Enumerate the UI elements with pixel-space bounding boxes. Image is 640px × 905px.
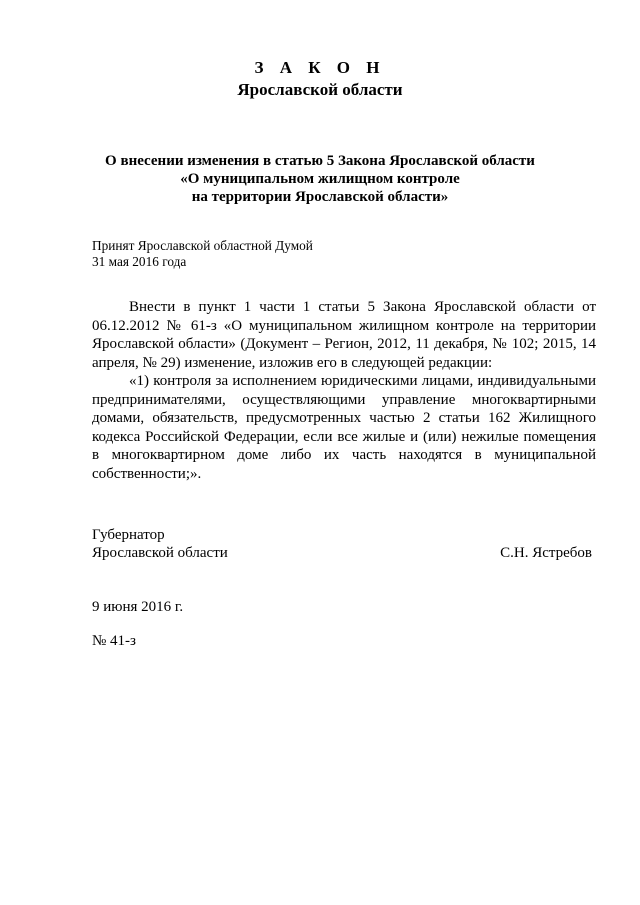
adoption-body: Принят Ярославской областной Думой: [92, 238, 313, 253]
subject-line: «О муниципальном жилищном контроле: [180, 171, 460, 187]
signatory-position: Губернатор: [92, 527, 165, 543]
subject-line: О внесении изменения в статью 5 Закона Ярославской области: [105, 153, 535, 169]
body-paragraph: Внести в пункт 1 части 1 статьи 5 Закона Ярославской области от 06.12.2012 № 61-з «О муниципальном жилищном контроле на территории Ярославской области» (Документ – Регион, 2012, 11 декабря, № 102; 2015, 14 апреля, № 29) изменение, изложив его в следующей редакции:: [92, 299, 596, 371]
sign-date: 9 июня 2016 г.: [92, 599, 184, 615]
law-number: № 41-з: [92, 633, 136, 649]
signatory-region: Ярославской области: [92, 545, 228, 561]
body-paragraph: «1) контроля за исполнением юридическими лицами, индивидуальными предпринимателями, осуществляющими управление многоквартирными домами, обязательств, предусмотренных частью 2 статьи 162 Жилищного кодекса Российской Федерации, если все жилые и (или) нежилые помещения в многоквартирном доме либо их часть находятся в муниципальной собственности;».: [92, 373, 596, 482]
law-region: Ярославской области: [237, 80, 403, 99]
adoption-info: [92, 238, 313, 270]
law-title: З А К О Н: [254, 58, 386, 77]
law-subject: [60, 152, 580, 206]
subject-line: на территории Ярославской области»: [191, 189, 449, 205]
signatory-name: С.Н. Ястребов: [500, 545, 592, 561]
adoption-date: 31 мая 2016 года: [92, 254, 187, 269]
signature-row: [92, 544, 592, 562]
signature-block: [92, 526, 592, 562]
law-body: [92, 298, 596, 483]
